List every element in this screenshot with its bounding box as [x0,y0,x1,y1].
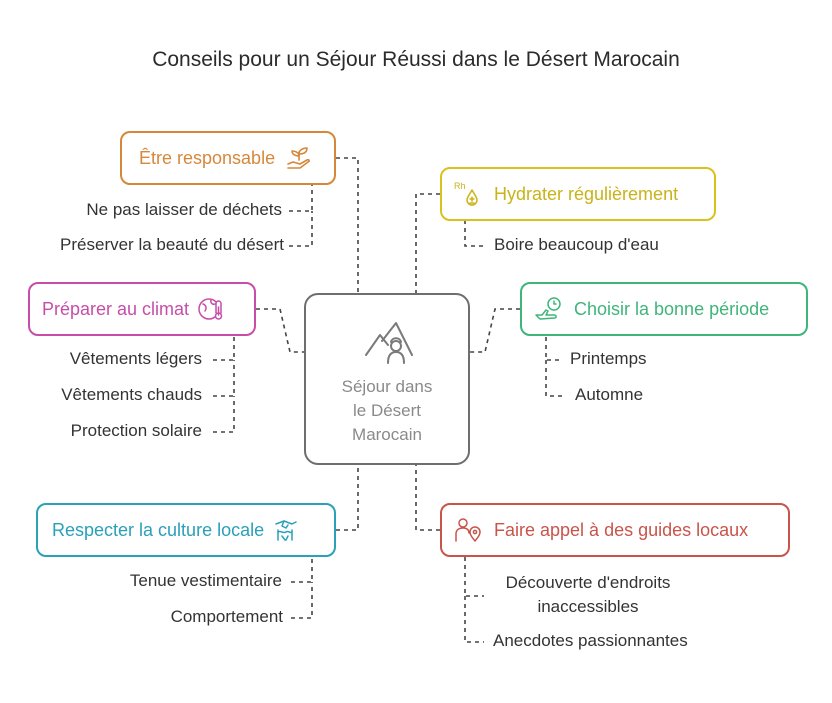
sub-item: Comportement [170,607,283,626]
central-topic-line: le Désert [352,401,422,420]
node-label: Faire appel à des guides locaux [494,519,749,540]
person-pin-icon [454,516,482,544]
sub-item: Protection solaire [70,421,202,440]
sub-item-line: inaccessibles [537,597,639,616]
node-respecter-la-culture-locale [36,503,336,557]
central-topic-line: Marocain [352,425,422,444]
central-topic-label [306,375,468,447]
handshake-icon [272,516,300,544]
node-label: Respecter la culture locale [52,519,265,540]
node-choisir-la-bonne-periode [520,282,808,336]
sub-item: Vêtements chauds [61,385,202,404]
sub-item: Ne pas laisser de déchets [86,200,282,219]
node-hydrater-regulierement [440,167,716,221]
central-topic-box [304,293,470,465]
sub-item: Tenue vestimentaire [129,571,282,590]
hand-plant-icon [285,144,313,172]
node-label: Hydrater régulièrement [494,183,679,204]
central-topic-line: Séjour dans [341,377,433,396]
sub-item: Boire beaucoup d'eau [494,235,659,254]
sub-item: Anecdotes passionnantes [493,631,688,650]
node-label: Choisir la bonne période [574,298,770,319]
node-preparer-au-climat [28,282,256,336]
node-etre-responsable [120,131,336,185]
node-label: Être responsable [139,147,276,168]
sub-item [491,571,685,619]
svg-text:Rh: Rh [454,181,466,191]
plane-clock-icon [534,295,562,323]
humidity-drop-icon [454,180,482,208]
desert-traveler-icon [364,315,414,365]
sub-item: Vêtements légers [69,349,202,368]
diagram-title: Conseils pour un Séjour Réussi dans le Désert Marocain [152,48,680,71]
globe-thermometer-icon [197,295,225,323]
sub-item: Automne [575,385,644,404]
sub-item: Préserver la beauté du désert [60,235,284,254]
node-label: Préparer au climat [42,298,190,319]
sub-item-line: Découverte d'endroits [505,573,671,592]
node-faire-appel-guides-locaux [440,503,790,557]
sub-item: Printemps [570,349,647,368]
